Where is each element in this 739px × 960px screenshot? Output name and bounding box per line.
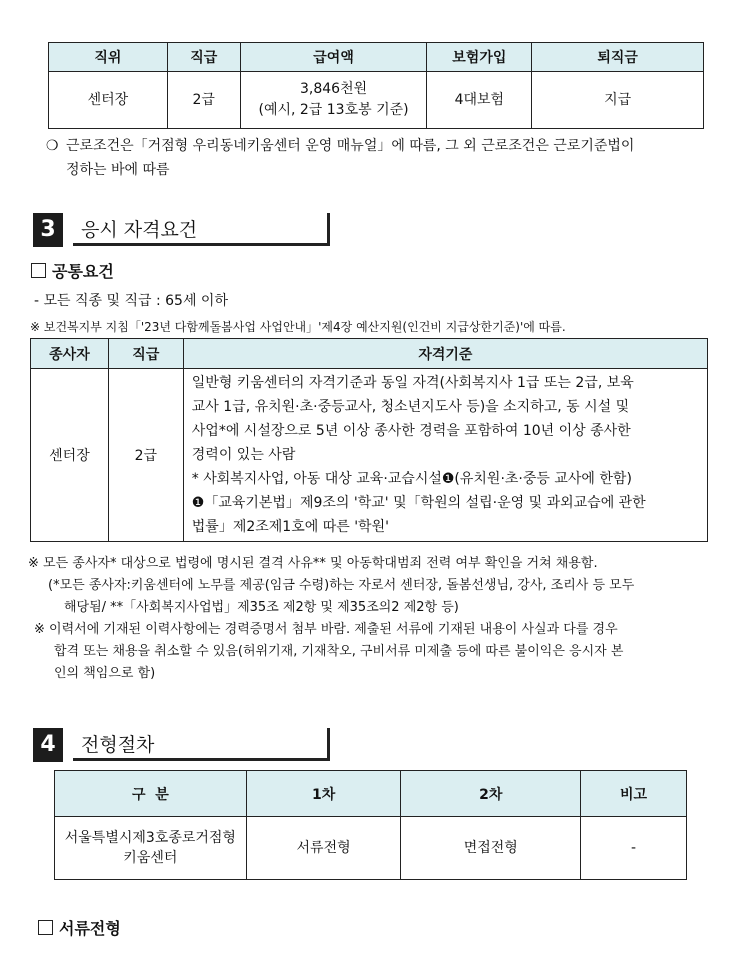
cell-criteria: [183, 369, 707, 542]
section-number: 4: [33, 728, 63, 762]
header-grade: 직급: [167, 43, 240, 72]
criteria-line: * 사회복지사업, 아동 대상 교육·교습시설❶(유치원·초·중등 교사에 한함): [191, 471, 632, 487]
cell-second-stage: 면접전형: [401, 817, 581, 880]
table-row: [49, 72, 704, 129]
notes-block: [28, 553, 728, 685]
selection-process-table: [54, 770, 687, 880]
header-category: 구 분: [55, 771, 247, 817]
note-line: ※ 이력서에 기재된 이력사항에는 경력증명서 첨부 바람. 제출된 서류에 기재된 내용이 사실과 다를 경우: [34, 622, 618, 637]
table-row: [31, 369, 708, 542]
note-line: (*모든 종사자:키움센터에 노무를 제공(임금 수령)하는 자로서 센터장, 돌봄선생님, 강사, 조리사 등 모두: [48, 578, 635, 593]
header-worker: 종사자: [31, 339, 109, 369]
work-condition-note: [46, 134, 726, 182]
criteria-line: 경력이 있는 사람: [191, 447, 296, 463]
section-title: 전형절차: [73, 728, 330, 761]
cell-grade: 2급: [167, 72, 240, 129]
criteria-line: 일반형 키움센터의 자격기준과 동일 자격(사회복지사 1급 또는 2급, 보육: [191, 375, 634, 391]
section-4-header: [33, 728, 333, 764]
common-requirements-heading: 공통요건: [31, 259, 114, 282]
cell-severance: 지급: [532, 72, 704, 129]
checkbox-icon: [31, 263, 46, 278]
section-number: 3: [33, 213, 63, 247]
cell-remark: -: [581, 817, 687, 880]
header-position: 직위: [49, 43, 168, 72]
note-line: 합격 또는 채용을 취소할 수 있음(허위기재, 기재착오, 구비서류 미제출 등에 따른 불이익은 응시자 본: [54, 644, 624, 659]
cell-organization: [55, 817, 247, 880]
criteria-line: 법률」제2조제1호에 따른 '학원': [191, 519, 389, 535]
table-header-row: [31, 339, 708, 369]
cell-position: 센터장: [31, 369, 109, 542]
table-header-row: [55, 771, 687, 817]
table-header-row: [49, 43, 704, 72]
table-row: [55, 817, 687, 880]
guideline-note: ※ 보건복지부 지침「'23년 다함께돌봄사업 사업안내」'제4장 예산지원(인건비 지급상한기준)'에 따름.: [30, 320, 566, 334]
section-title: 응시 자격요건: [73, 213, 330, 246]
cell-insurance: 4대보험: [427, 72, 532, 129]
qualification-table: [30, 338, 708, 542]
header-grade: 직급: [108, 339, 183, 369]
cell-grade: 2급: [108, 369, 183, 542]
cell-first-stage: 서류전형: [246, 817, 401, 880]
header-first: 1차: [246, 771, 401, 817]
note-line: 해당됨/ **「사회복지사업법」제35조 제2항 및 제35조의2 제2항 등): [64, 600, 459, 615]
criteria-line: ❶「교육기본법」제9조의 '학교' 및「학원의 설립·운영 및 과외교습에 관한: [191, 495, 646, 511]
cell-salary: [240, 72, 427, 129]
org-line: 서울특별시제3호종로거점형: [64, 830, 236, 846]
checkbox-icon: [38, 920, 53, 935]
header-severance: 퇴직금: [532, 43, 704, 72]
age-rule: - 모든 직종 및 직급 : 65세 이하: [34, 293, 228, 309]
header-salary: 급여액: [240, 43, 427, 72]
criteria-line: 사업*에 시설장으로 5년 이상 종사한 경력을 포함하여 10년 이상 종사한: [191, 423, 631, 439]
cell-position: 센터장: [49, 72, 168, 129]
note-line: 인의 책임으로 함): [54, 666, 156, 681]
section-3-header: [33, 213, 333, 249]
salary-example: (예시, 2급 13호봉 기준): [258, 102, 409, 118]
org-line: 키움센터: [123, 850, 178, 866]
header-insurance: 보험가입: [427, 43, 532, 72]
work-condition-line1: 근로조건은「거점형 우리동네키움센터 운영 매뉴얼」에 따름, 그 외 근로조건은 근로기준법이: [66, 138, 635, 154]
header-criteria: 자격기준: [183, 339, 707, 369]
salary-amount: 3,846천원: [299, 81, 368, 97]
document-screening-heading: 서류전형: [38, 916, 121, 939]
bullet-circle-icon: ❍: [46, 138, 59, 154]
header-remark: 비고: [581, 771, 687, 817]
salary-table: [48, 42, 704, 129]
criteria-line: 교사 1급, 유치원·초·중등교사, 청소년지도사 등)을 소지하고, 동 시설 및: [191, 399, 630, 415]
header-second: 2차: [401, 771, 581, 817]
note-line: ※ 모든 종사자* 대상으로 법령에 명시된 결격 사유** 및 아동학대범죄 전력 여부 확인을 거쳐 채용함.: [28, 556, 598, 571]
work-condition-line2: 정하는 바에 따름: [66, 162, 170, 178]
